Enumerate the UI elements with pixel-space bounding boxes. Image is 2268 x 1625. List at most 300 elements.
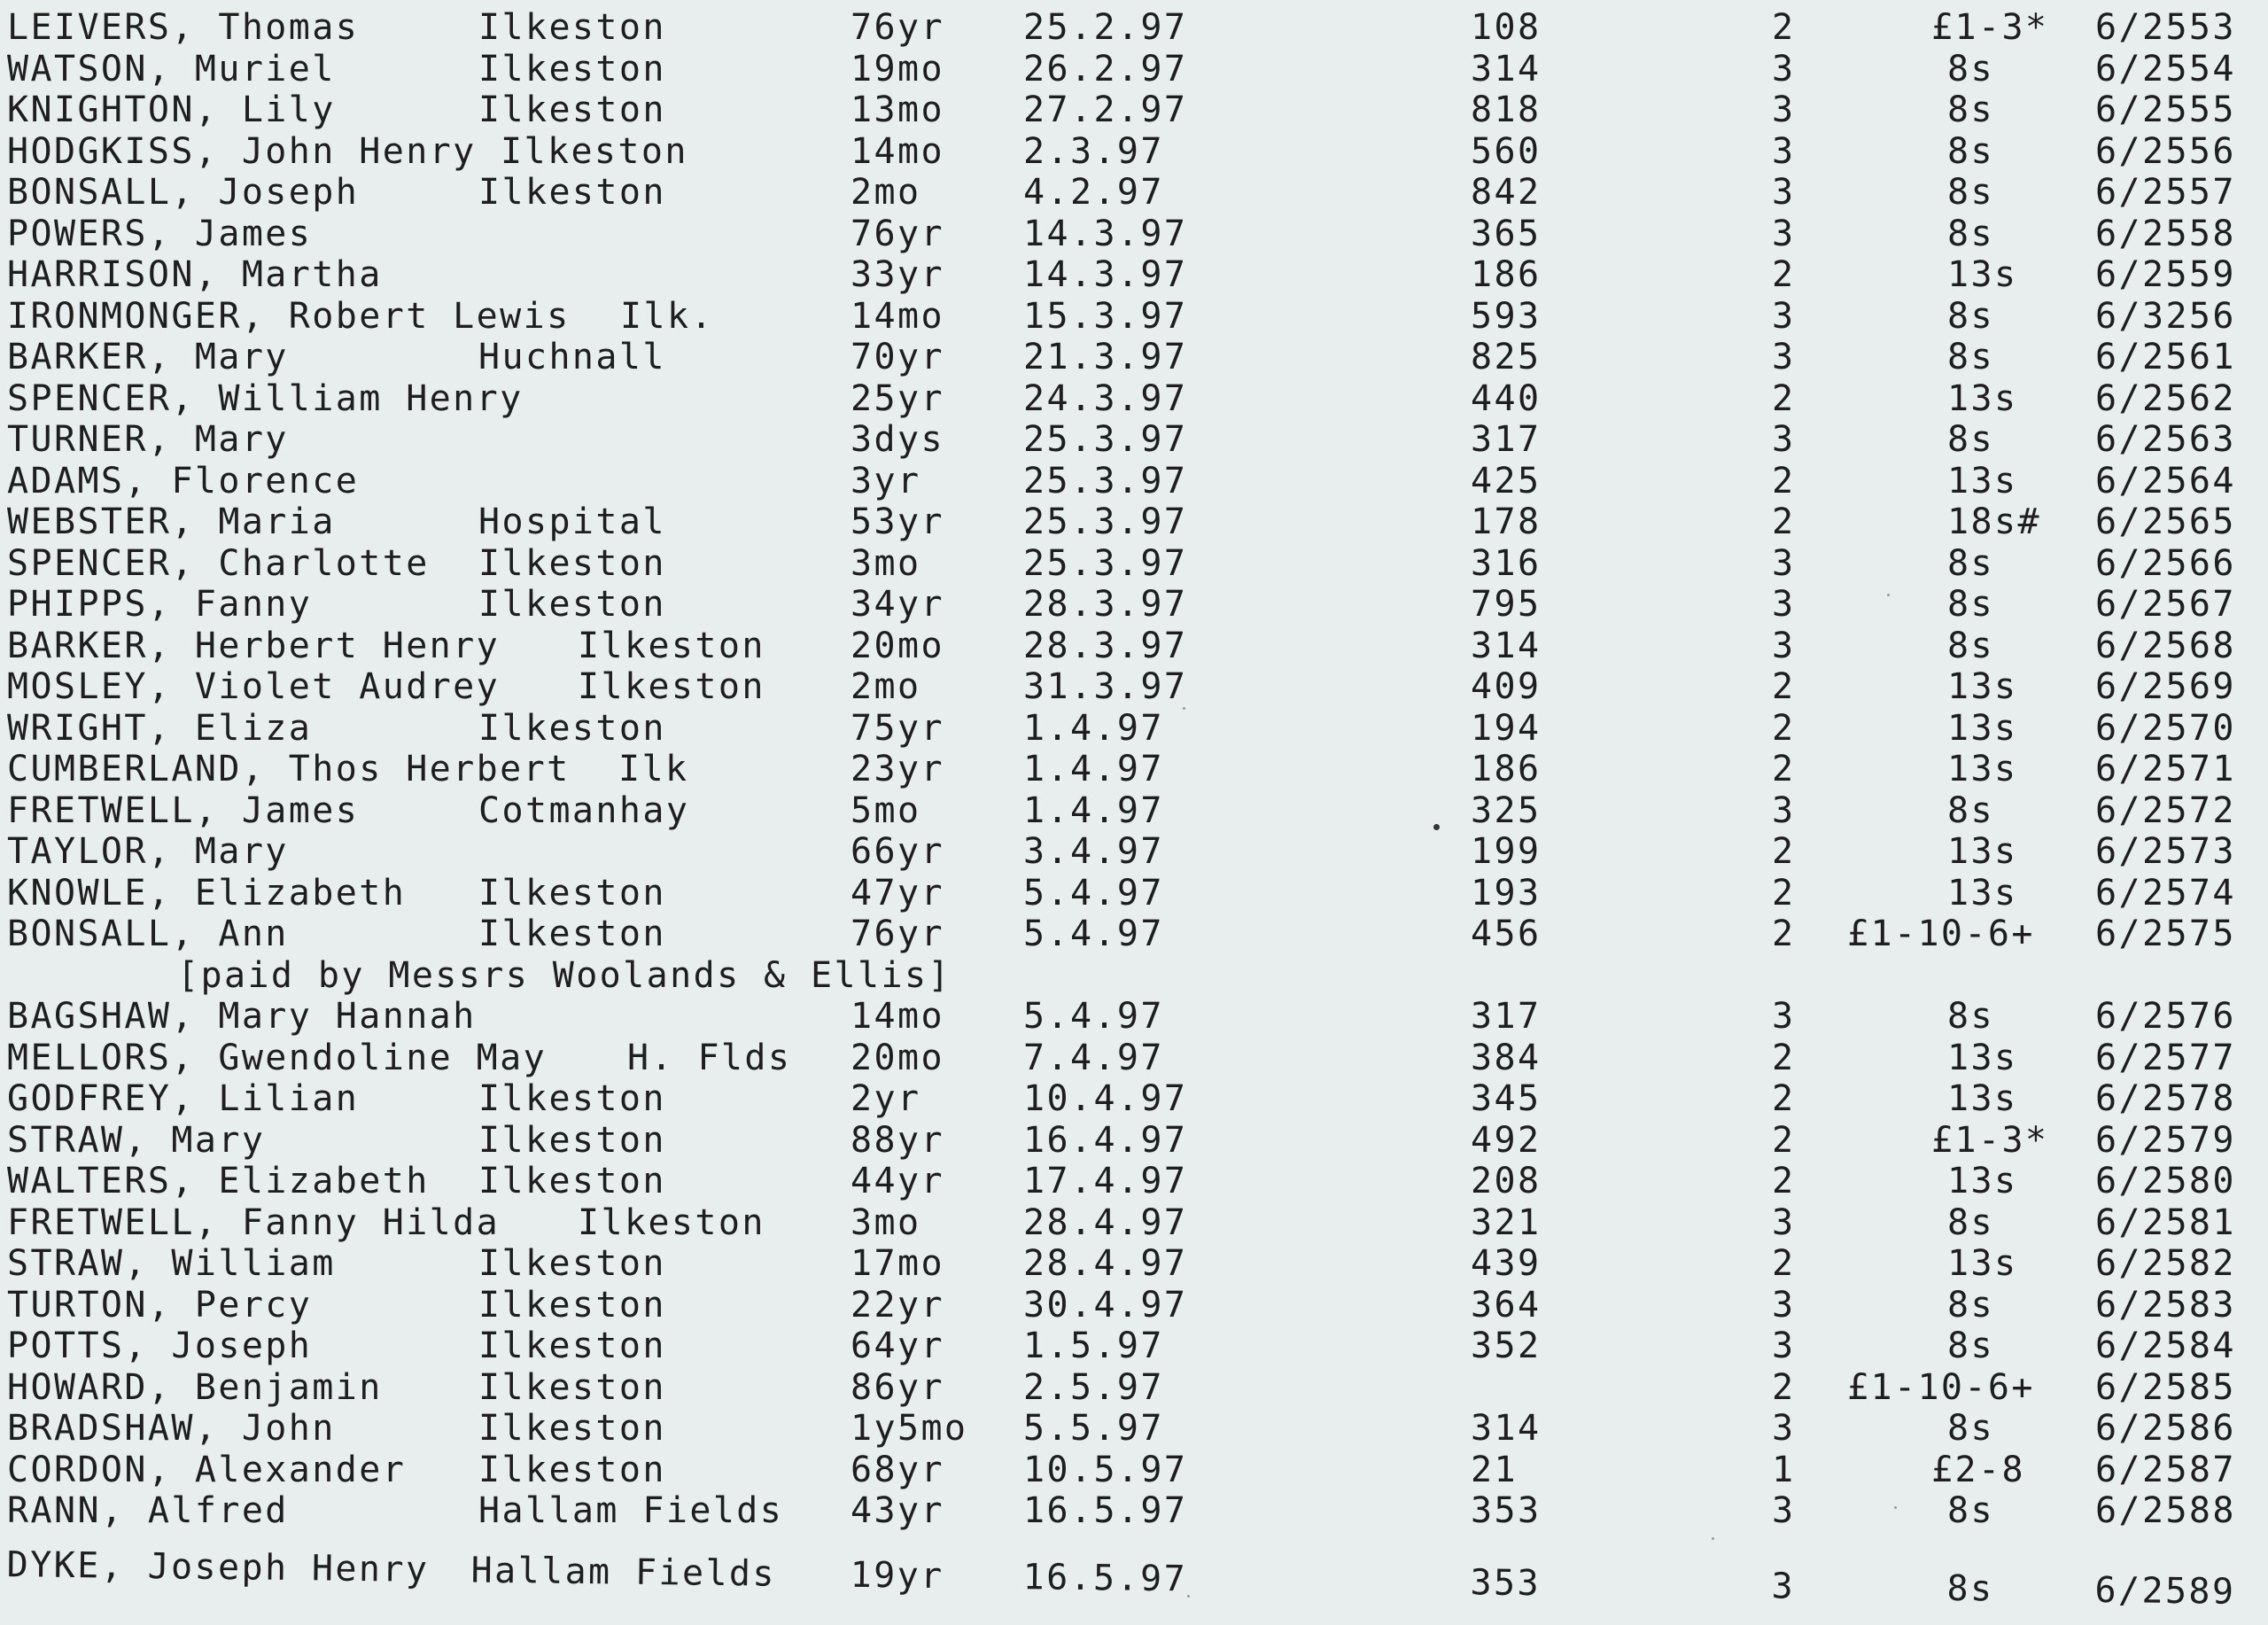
- register-reference: 6/2588: [2095, 1490, 2236, 1531]
- deceased-name: WALTERS, Elizabeth: [7, 1161, 430, 1201]
- grave-number: 795: [1471, 584, 1542, 625]
- burial-date: 5.4.97: [1023, 914, 1164, 954]
- age-at-death: 25yr: [850, 378, 944, 419]
- register-row: [0, 955, 2268, 996]
- deceased-name: STRAW, William: [7, 1243, 336, 1284]
- register-row: [0, 996, 2268, 1037]
- register-reference: 6/2562: [2095, 378, 2236, 419]
- grave-class: 2: [1772, 666, 1796, 707]
- grave-class: 3: [1772, 790, 1796, 831]
- grave-number: 108: [1471, 7, 1542, 48]
- deceased-name: POTTS, Joseph: [7, 1326, 313, 1366]
- register-reference: 6/2567: [2095, 584, 2236, 625]
- grave-number: 314: [1471, 49, 1542, 89]
- deceased-name: FRETWELL, James: [7, 790, 360, 831]
- register-reference: 6/2554: [2095, 49, 2236, 89]
- register-row: [0, 501, 2268, 542]
- grave-class: 2: [1772, 749, 1796, 789]
- register-row: [0, 131, 2268, 172]
- fee: 8s: [1947, 1408, 1994, 1449]
- fee: 13s: [1947, 708, 2018, 749]
- grave-class: 2: [1772, 1367, 1796, 1408]
- register-row: [0, 1544, 2268, 1613]
- age-at-death: 20mo: [850, 626, 944, 666]
- register-reference: 6/2569: [2095, 666, 2236, 707]
- grave-class: 3: [1772, 296, 1796, 337]
- grave-class: 3: [1772, 89, 1796, 130]
- grave-number: 194: [1471, 708, 1542, 749]
- grave-class: 2: [1772, 1120, 1796, 1161]
- residence: Ilkeston: [478, 1450, 666, 1490]
- register-row: [0, 1038, 2268, 1078]
- age-at-death: 3mo: [850, 1202, 921, 1243]
- residence: Ilkeston: [478, 49, 666, 89]
- deceased-name: TURNER, Mary: [7, 419, 289, 460]
- burial-date: 16.4.97: [1023, 1120, 1188, 1161]
- register-row: [0, 7, 2268, 48]
- register-reference: 6/2577: [2095, 1038, 2236, 1078]
- register-row: [0, 1326, 2268, 1366]
- age-at-death: 66yr: [850, 831, 944, 872]
- paper-speck: [1187, 1595, 1190, 1598]
- fee: 8s: [1947, 131, 1994, 172]
- residence: Ilkeston: [478, 1120, 666, 1161]
- register-reference: 6/2557: [2095, 172, 2236, 213]
- register-reference: 6/2561: [2095, 337, 2236, 377]
- grave-class: 1: [1772, 1450, 1796, 1490]
- grave-number: 186: [1471, 749, 1542, 789]
- grave-class: 3: [1772, 1408, 1796, 1449]
- register-reference: 6/2580: [2095, 1161, 2236, 1201]
- register-reference: 6/2563: [2095, 419, 2236, 460]
- fee: 8s: [1947, 1285, 1994, 1326]
- age-at-death: 3yr: [850, 461, 921, 501]
- deceased-name: HARRISON, Martha: [7, 254, 383, 295]
- burial-date: 2.3.97: [1023, 131, 1164, 172]
- fee: 13s: [1947, 378, 2018, 419]
- register-reference: 6/2555: [2095, 89, 2236, 130]
- age-at-death: 13mo: [850, 89, 944, 130]
- fee: 8s: [1947, 214, 1994, 254]
- burial-date: 1.4.97: [1023, 749, 1164, 789]
- fee: 18s#: [1947, 501, 2041, 542]
- fee: 8s: [1947, 49, 1994, 89]
- register-reference: 6/2564: [2095, 461, 2236, 501]
- grave-number: 178: [1471, 501, 1542, 542]
- deceased-name: TAYLOR, Mary: [7, 831, 289, 872]
- deceased-name: ADAMS, Florence: [7, 461, 360, 501]
- burial-date: 1.4.97: [1023, 708, 1164, 749]
- burial-date: 10.4.97: [1023, 1078, 1188, 1119]
- grave-class: 3: [1772, 1490, 1796, 1531]
- age-at-death: 2yr: [850, 1078, 921, 1119]
- grave-class: 3: [1772, 1326, 1796, 1366]
- age-at-death: 5mo: [850, 790, 921, 831]
- fee: £1-3*: [1931, 7, 2049, 48]
- grave-class: 3: [1772, 214, 1796, 254]
- burial-date: 25.3.97: [1023, 501, 1188, 542]
- age-at-death: 47yr: [850, 873, 944, 914]
- grave-number: 352: [1471, 1326, 1542, 1366]
- register-reference: 6/2572: [2095, 790, 2236, 831]
- register-reference: 6/2575: [2095, 914, 2236, 954]
- burial-date: 27.2.97: [1023, 89, 1188, 130]
- grave-number: 409: [1471, 666, 1542, 707]
- grave-class: 2: [1772, 873, 1796, 914]
- register-row: [0, 461, 2268, 501]
- grave-number: 439: [1471, 1243, 1542, 1284]
- grave-class: 2: [1772, 1038, 1796, 1078]
- residence: Ilkeston: [501, 131, 688, 172]
- fee: 8s: [1947, 626, 1994, 666]
- age-at-death: 2mo: [850, 666, 921, 707]
- residence: Ilkeston: [578, 1202, 765, 1243]
- age-at-death: 20mo: [850, 1038, 944, 1078]
- grave-class: 3: [1772, 584, 1796, 625]
- grave-number: 345: [1471, 1078, 1542, 1119]
- register-reference: 6/2585: [2095, 1367, 2236, 1408]
- paper-speck: [1712, 1537, 1714, 1540]
- deceased-name: BAGSHAW, Mary Hannah: [7, 996, 477, 1037]
- burial-date: 7.4.97: [1023, 1038, 1164, 1078]
- register-row: [0, 378, 2268, 419]
- payment-note: [paid by Messrs Woolands & Ellis]: [177, 955, 951, 996]
- residence: Ilkeston: [478, 7, 666, 48]
- register-reference: 6/2559: [2095, 254, 2236, 295]
- register-reference: 6/2565: [2095, 501, 2236, 542]
- residence: Ilk: [618, 749, 689, 789]
- fee: 13s: [1947, 254, 2018, 295]
- fee: £2-8: [1931, 1450, 2025, 1490]
- deceased-name: BARKER, Mary: [7, 337, 289, 377]
- grave-number: 365: [1471, 214, 1542, 254]
- grave-class: 3: [1772, 1202, 1796, 1243]
- residence: Ilk.: [620, 296, 714, 337]
- fee: 13s: [1947, 1243, 2018, 1284]
- paper-speck: [1887, 594, 1890, 596]
- grave-number: 21: [1471, 1450, 1518, 1490]
- age-at-death: 76yr: [850, 914, 944, 954]
- fee: 8s: [1947, 1490, 1994, 1531]
- register-reference: 6/2589: [2094, 1569, 2236, 1613]
- grave-number: 314: [1471, 626, 1542, 666]
- grave-class: 2: [1772, 708, 1796, 749]
- burial-date: 5.4.97: [1023, 873, 1164, 914]
- register-reference: 6/3256: [2095, 296, 2236, 337]
- residence: Ilkeston: [478, 1078, 666, 1119]
- residence: Ilkeston: [478, 708, 666, 749]
- grave-number: 321: [1471, 1202, 1542, 1243]
- deceased-name: WEBSTER, Maria: [7, 501, 336, 542]
- register-row: [0, 1367, 2268, 1408]
- age-at-death: 75yr: [850, 708, 944, 749]
- register-reference: 6/2586: [2095, 1408, 2236, 1449]
- fee: 13s: [1947, 666, 2018, 707]
- register-reference: 6/2583: [2095, 1285, 2236, 1326]
- age-at-death: 14mo: [850, 296, 944, 337]
- deceased-name: MOSLEY, Violet Audrey: [7, 666, 501, 707]
- fee: 8s: [1947, 296, 1994, 337]
- fee: £1-10-6+: [1847, 1367, 2035, 1408]
- fee: 13s: [1947, 749, 2018, 789]
- grave-class: 3: [1772, 1285, 1796, 1326]
- fee: 8s: [1947, 543, 1994, 584]
- burial-date: 26.2.97: [1023, 49, 1188, 89]
- burial-date: 30.4.97: [1023, 1285, 1188, 1326]
- residence: Ilkeston: [478, 543, 666, 584]
- grave-number: 325: [1471, 790, 1542, 831]
- grave-class: 2: [1772, 7, 1796, 48]
- fee: 8s: [1947, 584, 1994, 625]
- residence: Ilkeston: [578, 666, 765, 707]
- register-row: [0, 89, 2268, 130]
- grave-number: 364: [1471, 1285, 1542, 1326]
- deceased-name: POWERS, James: [7, 214, 313, 254]
- age-at-death: 76yr: [850, 7, 944, 48]
- grave-number: 186: [1471, 254, 1542, 295]
- grave-number: 425: [1471, 461, 1542, 501]
- grave-number: 818: [1471, 89, 1542, 130]
- burial-date: 28.4.97: [1023, 1202, 1188, 1243]
- burial-date: 16.5.97: [1022, 1557, 1188, 1600]
- grave-class: 3: [1772, 172, 1796, 213]
- fee: 13s: [1947, 1161, 2018, 1201]
- age-at-death: 23yr: [850, 749, 944, 789]
- burial-date: 1.4.97: [1023, 790, 1164, 831]
- fee: 8s: [1946, 1567, 1994, 1610]
- burial-date: 25.3.97: [1023, 419, 1188, 460]
- register-reference: 6/2578: [2095, 1078, 2236, 1119]
- deceased-name: BRADSHAW, John: [7, 1408, 336, 1449]
- residence: Ilkeston: [478, 1367, 666, 1408]
- paper-speck: [1183, 707, 1185, 710]
- fee: 13s: [1947, 873, 2018, 914]
- register-reference: 6/2570: [2095, 708, 2236, 749]
- residence: Ilkeston: [478, 914, 666, 954]
- register-reference: 6/2556: [2095, 131, 2236, 172]
- grave-class: 3: [1772, 337, 1796, 377]
- fee: 8s: [1947, 1202, 1994, 1243]
- deceased-name: GODFREY, Lilian: [7, 1078, 360, 1119]
- register-row: [0, 296, 2268, 337]
- grave-number: 317: [1471, 996, 1542, 1037]
- ink-dot: [1433, 824, 1440, 830]
- age-at-death: 43yr: [850, 1490, 944, 1531]
- burial-date: 25.3.97: [1023, 543, 1188, 584]
- register-row: [0, 873, 2268, 914]
- fee: 13s: [1947, 1078, 2018, 1119]
- deceased-name: IRONMONGER, Robert Lewis: [7, 296, 571, 337]
- burial-date: 25.2.97: [1023, 7, 1188, 48]
- deceased-name: TURTON, Percy: [7, 1285, 313, 1326]
- grave-class: 3: [1772, 131, 1796, 172]
- grave-number: 317: [1471, 419, 1542, 460]
- paper-speck: [1894, 1506, 1897, 1509]
- age-at-death: 22yr: [850, 1285, 944, 1326]
- deceased-name: SPENCER, Charlotte: [7, 543, 430, 584]
- burial-date: 28.4.97: [1023, 1243, 1188, 1284]
- register-row: [0, 1450, 2268, 1490]
- burial-date: 4.2.97: [1023, 172, 1164, 213]
- register-reference: 6/2584: [2095, 1326, 2236, 1366]
- age-at-death: 3mo: [850, 543, 921, 584]
- grave-number: 593: [1471, 296, 1542, 337]
- register-row: [0, 584, 2268, 625]
- deceased-name: SPENCER, William Henry: [7, 378, 524, 419]
- register-row: [0, 214, 2268, 254]
- grave-class: 2: [1772, 1243, 1796, 1284]
- age-at-death: 19mo: [850, 49, 944, 89]
- age-at-death: 64yr: [850, 1326, 944, 1366]
- register-row: [0, 49, 2268, 89]
- deceased-name: KNIGHTON, Lily: [7, 89, 336, 130]
- register-row: [0, 1202, 2268, 1243]
- age-at-death: 17mo: [850, 1243, 944, 1284]
- register-reference: 6/2581: [2095, 1202, 2236, 1243]
- deceased-name: STRAW, Mary: [7, 1120, 266, 1161]
- grave-number: 316: [1471, 543, 1542, 584]
- register-row: [0, 831, 2268, 872]
- deceased-name: DYKE, Joseph Henry: [6, 1544, 430, 1590]
- age-at-death: 76yr: [850, 214, 944, 254]
- deceased-name: KNOWLE, Elizabeth: [7, 873, 407, 914]
- burial-date: 14.3.97: [1023, 254, 1188, 295]
- residence: Ilkeston: [478, 584, 666, 625]
- burial-date: 17.4.97: [1023, 1161, 1188, 1201]
- age-at-death: 14mo: [850, 131, 944, 172]
- burial-date: 5.4.97: [1023, 996, 1164, 1037]
- fee: 13s: [1947, 1038, 2018, 1078]
- fee: 8s: [1947, 1326, 1994, 1366]
- register-reference: 6/2574: [2095, 873, 2236, 914]
- burial-date: 28.3.97: [1023, 584, 1188, 625]
- register-row: [0, 708, 2268, 749]
- register-reference: 6/2582: [2095, 1243, 2236, 1284]
- burial-date: 25.3.97: [1023, 461, 1188, 501]
- age-at-death: 70yr: [850, 337, 944, 377]
- grave-number: 456: [1471, 914, 1542, 954]
- residence: Ilkeston: [478, 1285, 666, 1326]
- residence: Ilkeston: [478, 1243, 666, 1284]
- deceased-name: HOWARD, Benjamin: [7, 1367, 383, 1408]
- residence: Ilkeston: [478, 89, 666, 130]
- deceased-name: LEIVERS, Thomas: [7, 7, 360, 48]
- register-row: [0, 337, 2268, 377]
- register-row: [0, 1120, 2268, 1161]
- burial-date: 31.3.97: [1023, 666, 1188, 707]
- age-at-death: 53yr: [850, 501, 944, 542]
- burial-date: 3.4.97: [1023, 831, 1164, 872]
- register-row: [0, 1161, 2268, 1201]
- register-reference: 6/2573: [2095, 831, 2236, 872]
- grave-number: 560: [1471, 131, 1542, 172]
- burial-date: 2.5.97: [1023, 1367, 1164, 1408]
- age-at-death: 1y5mo: [850, 1408, 968, 1449]
- residence: Ilkeston: [578, 626, 765, 666]
- fee: 8s: [1947, 790, 1994, 831]
- burial-date: 1.5.97: [1023, 1326, 1164, 1366]
- register-row: [0, 749, 2268, 789]
- fee: 8s: [1947, 89, 1994, 130]
- register-row: [0, 419, 2268, 460]
- register-row: [0, 1490, 2268, 1531]
- residence: Hallam Fields: [470, 1550, 777, 1595]
- grave-number: 492: [1471, 1120, 1542, 1161]
- grave-number: 825: [1471, 337, 1542, 377]
- grave-number: 384: [1471, 1038, 1542, 1078]
- deceased-name: MELLORS, Gwendoline May: [7, 1038, 548, 1078]
- grave-class: 3: [1772, 543, 1796, 584]
- grave-class: 2: [1772, 254, 1796, 295]
- deceased-name: HODGKISS, John Henry: [7, 131, 477, 172]
- age-at-death: 86yr: [850, 1367, 944, 1408]
- burial-date: 24.3.97: [1023, 378, 1188, 419]
- register-reference: 6/2553: [2095, 7, 2236, 48]
- register-row: [0, 790, 2268, 831]
- burial-date: 15.3.97: [1023, 296, 1188, 337]
- grave-class: 3: [1772, 49, 1796, 89]
- grave-class: 2: [1772, 461, 1796, 501]
- burial-date: 5.5.97: [1023, 1408, 1164, 1449]
- burial-date: 28.3.97: [1023, 626, 1188, 666]
- age-at-death: 44yr: [850, 1161, 944, 1201]
- register-row: [0, 1285, 2268, 1326]
- grave-number: 353: [1470, 1562, 1542, 1605]
- grave-number: 353: [1471, 1490, 1542, 1531]
- fee: 8s: [1947, 419, 1994, 460]
- register-reference: 6/2579: [2095, 1120, 2236, 1161]
- residence: Cotmanhay: [478, 790, 690, 831]
- register-row: [0, 172, 2268, 213]
- age-at-death: 2mo: [850, 172, 921, 213]
- grave-number: 314: [1471, 1408, 1542, 1449]
- age-at-death: 33yr: [850, 254, 944, 295]
- grave-number: 193: [1471, 873, 1542, 914]
- residence: Ilkeston: [478, 1161, 666, 1201]
- grave-class: 2: [1772, 831, 1796, 872]
- burial-date: 14.3.97: [1023, 214, 1188, 254]
- deceased-name: PHIPPS, Fanny: [7, 584, 313, 625]
- age-at-death: 68yr: [850, 1450, 944, 1490]
- register-reference: 6/2571: [2095, 749, 2236, 789]
- deceased-name: CORDON, Alexander: [7, 1450, 407, 1490]
- register-reference: 6/2558: [2095, 214, 2236, 254]
- age-at-death: 14mo: [850, 996, 944, 1037]
- burial-date: 10.5.97: [1023, 1450, 1188, 1490]
- grave-class: 2: [1772, 1078, 1796, 1119]
- grave-class: 3: [1772, 419, 1796, 460]
- grave-class: 3: [1771, 1566, 1796, 1607]
- deceased-name: BONSALL, Ann: [7, 914, 289, 954]
- register-reference: 6/2568: [2095, 626, 2236, 666]
- age-at-death: 3dys: [850, 419, 944, 460]
- register-reference: 6/2566: [2095, 543, 2236, 584]
- burial-date: 21.3.97: [1023, 337, 1188, 377]
- register-row: [0, 666, 2268, 707]
- fee: 13s: [1947, 831, 2018, 872]
- grave-number: 208: [1471, 1161, 1542, 1201]
- age-at-death: 34yr: [850, 584, 944, 625]
- fee: 8s: [1947, 172, 1994, 213]
- residence: Hospital: [478, 501, 666, 542]
- deceased-name: CUMBERLAND, Thos Herbert: [7, 749, 571, 789]
- deceased-name: WRIGHT, Eliza: [7, 708, 313, 749]
- age-at-death: 19yr: [850, 1554, 944, 1598]
- fee: £1-10-6+: [1847, 914, 2035, 954]
- grave-class: 3: [1772, 996, 1796, 1037]
- register-row: [0, 1408, 2268, 1449]
- grave-class: 2: [1772, 1161, 1796, 1201]
